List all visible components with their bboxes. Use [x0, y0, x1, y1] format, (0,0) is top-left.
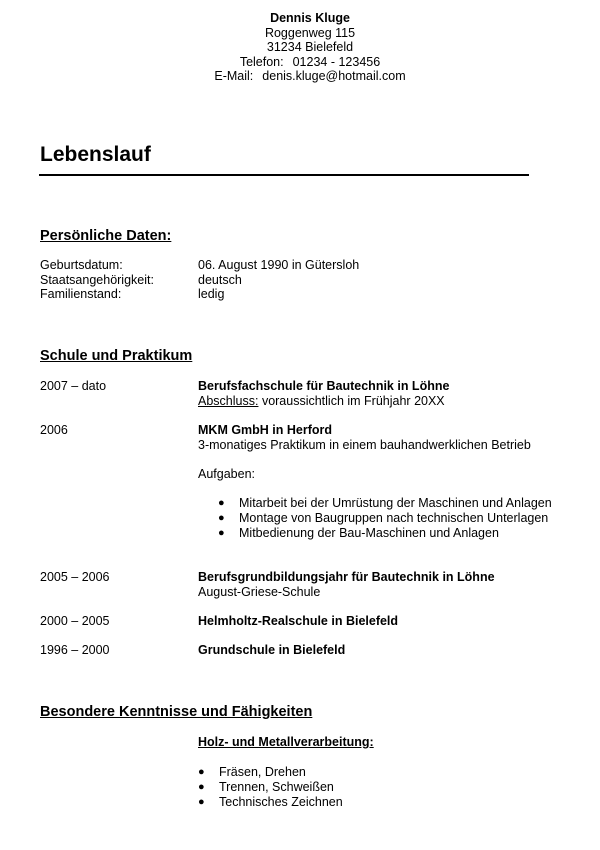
phone-line — [0, 55, 600, 70]
birthdate-label: Geburtsdatum: — [40, 258, 123, 272]
personal-data-heading: Persönliche Daten: — [40, 228, 172, 244]
bullet-icon: ● — [218, 512, 225, 524]
task-item: Mitbedienung der Bau-Maschinen und Anlagen — [239, 526, 499, 540]
bullet-icon: ● — [198, 781, 205, 793]
bullet-icon: ● — [198, 766, 205, 778]
applicant-name: Dennis Kluge — [270, 11, 350, 25]
bullet-icon: ● — [218, 527, 225, 539]
email-label: E-Mail: — [214, 69, 254, 84]
phone-label: Telefon: — [239, 54, 284, 69]
entry-date: 1996 – 2000 — [40, 643, 110, 657]
city-address: 31234 Bielefeld — [266, 40, 354, 55]
skills-heading: Besondere Kenntnisse und Fähigkeiten — [40, 704, 313, 720]
nationality-label: Staatsangehörigkeit: — [40, 273, 154, 287]
entry-title: Helmholtz-Realschule in Bielefeld — [198, 614, 399, 628]
graduation-label: Abschluss: — [198, 394, 259, 408]
bullet-icon: ● — [198, 796, 205, 808]
school-heading: Schule und Praktikum — [40, 348, 193, 364]
entry-date: 2006 — [40, 423, 68, 437]
entry-date: 2005 – 2006 — [40, 570, 110, 584]
page-title: Lebenslauf — [40, 143, 151, 166]
entry-note — [198, 394, 445, 408]
skill-item: Trennen, Schweißen — [219, 780, 334, 794]
entry-description: August-Griese-Schule — [198, 585, 321, 599]
entry-date: 2007 – dato — [40, 379, 107, 393]
task-item: Montage von Baugruppen nach technischen Unterlagen — [239, 511, 549, 525]
entry-title: Grundschule in Bielefeld — [198, 643, 346, 657]
skills-subheading: Holz- und Metallverarbeitung: — [198, 735, 374, 749]
nationality-value: deutsch — [198, 273, 242, 287]
skill-item: Fräsen, Drehen — [219, 765, 306, 779]
entry-description: 3-monatiges Praktikum in einem bauhandwerklichen Betrieb — [198, 438, 531, 452]
email-address: denis.kluge@hotmail.com — [262, 69, 406, 84]
entry-date: 2000 – 2005 — [40, 614, 110, 628]
skill-item: Technisches Zeichnen — [219, 795, 343, 809]
graduation-value: voraussichtlich im Frühjahr 20XX — [261, 394, 445, 408]
bullet-icon: ● — [218, 497, 225, 509]
marital-status-value: ledig — [198, 287, 225, 301]
phone-number: 01234 - 123456 — [292, 54, 381, 69]
entry-title: MKM GmbH in Herford — [198, 423, 333, 437]
street-address: Roggenweg 115 — [264, 25, 356, 40]
tasks-label: Aufgaben: — [198, 467, 255, 481]
contact-header — [0, 11, 600, 84]
entry-title: Berufsfachschule für Bautechnik in Löhne — [198, 379, 450, 393]
task-item: Mitarbeit bei der Umrüstung der Maschinen und Anlagen — [239, 496, 552, 510]
entry-title: Berufsgrundbildungsjahr für Bautechnik in Löhne — [198, 570, 495, 584]
title-divider — [39, 174, 529, 176]
marital-status-label: Familienstand: — [40, 287, 122, 301]
birthdate-value: 06. August 1990 in Gütersloh — [198, 258, 360, 272]
email-line — [0, 69, 600, 84]
